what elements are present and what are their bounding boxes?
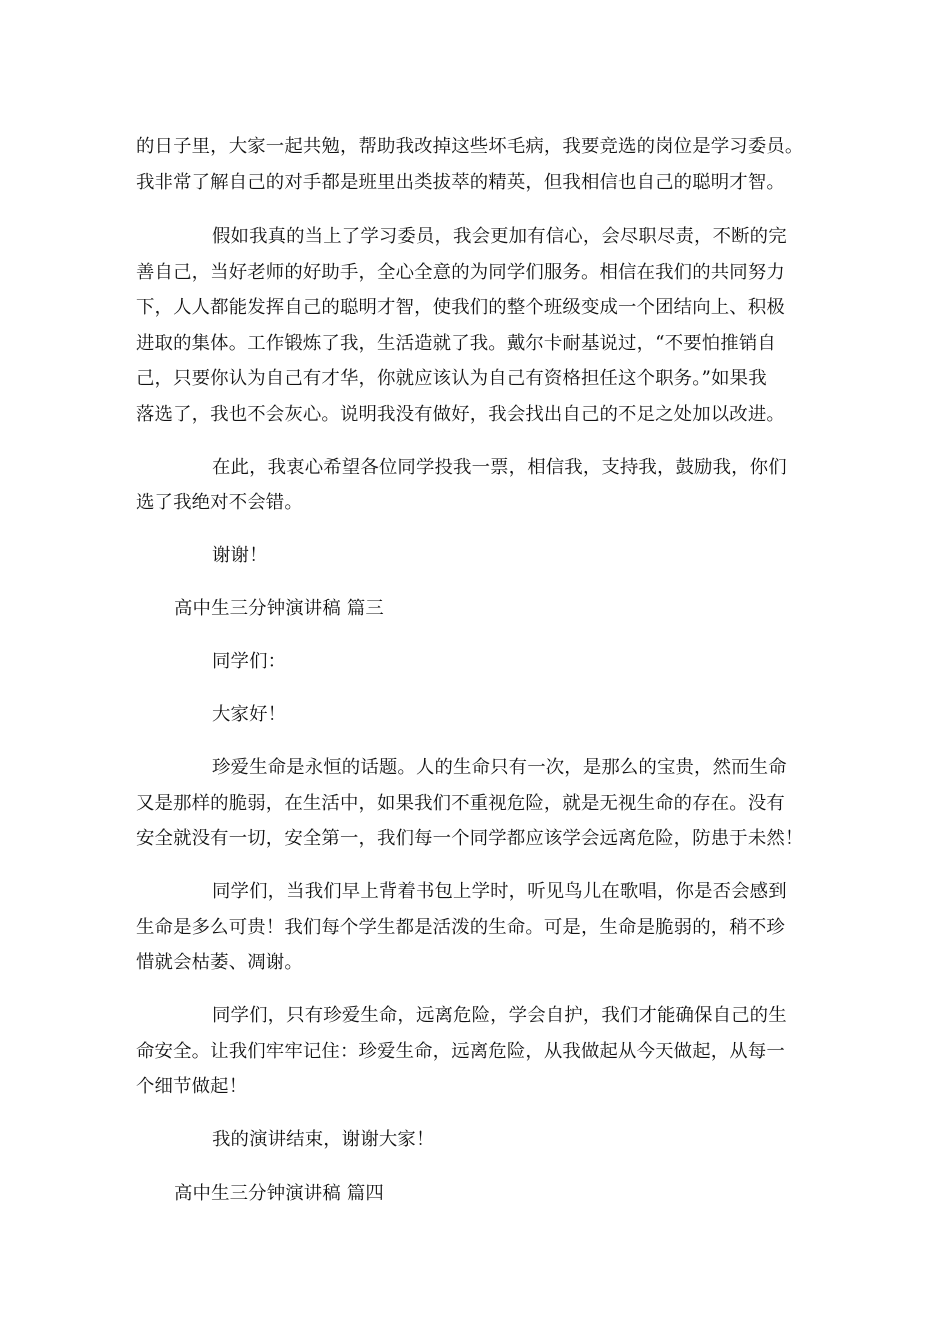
body-text-line: 在此，我衷心希望各位同学投我一票，相信我，支持我，鼓励我，你们 <box>212 457 787 478</box>
greeting: 大家好！ <box>212 704 287 725</box>
body-text-line: 安全就没有一切，安全第一，我们每一个同学都应该学会远离危险，防患于未然！ <box>136 828 804 849</box>
body-text-line: 的日子里，大家一起共勉，帮助我改掉这些坏毛病，我要竞选的岗位是学习委员。 <box>136 136 804 157</box>
body-text-line: 命安全。让我们牢牢记住：珍爱生命，远离危险，从我做起从今天做起，从每一 <box>136 1041 785 1062</box>
body-text-line: 谢谢！ <box>212 545 268 566</box>
body-text-line: 同学们，只有珍爱生命，远离危险，学会自护，我们才能确保自己的生 <box>212 1005 787 1026</box>
body-text-line: 珍爱生命是永恒的话题。人的生命只有一次，是那么的宝贵，然而生命 <box>212 757 787 778</box>
section-heading: 高中生三分钟演讲稿 篇四 <box>174 1183 384 1204</box>
body-text-line: 个细节做起！ <box>136 1076 248 1097</box>
body-text-line: 下，人人都能发挥自己的聪明才智，使我们的整个班级变成一个团结向上、积极 <box>136 297 785 318</box>
body-text-line: 落选了，我也不会灰心。说明我没有做好，我会找出自己的不足之处加以改进。 <box>136 404 785 425</box>
body-text-line: 同学们，当我们早上背着书包上学时，听见鸟儿在歌唱，你是否会感到 <box>212 881 787 902</box>
body-text-line: 假如我真的当上了学习委员，我会更加有信心，会尽职尽责，不断的完 <box>212 226 787 247</box>
body-text-line: 我非常了解自己的对手都是班里出类拔萃的精英，但我相信也自己的聪明才智。 <box>136 172 785 193</box>
body-text-line: 己，只要你认为自己有才华，你就应该认为自己有资格担任这个职务。”如果我 <box>136 368 767 389</box>
body-text-line: 惜就会枯萎、凋谢。 <box>136 952 303 973</box>
body-text-line: 善自己，当好老师的好助手，全心全意的为同学们服务。相信在我们的共同努力 <box>136 262 785 283</box>
body-text-line: 生命是多么可贵！我们每个学生都是活泼的生命。可是，生命是脆弱的，稍不珍 <box>136 917 785 938</box>
body-text-line: 又是那样的脆弱，在生活中，如果我们不重视危险，就是无视生命的存在。没有 <box>136 793 785 814</box>
closing-line: 我的演讲结束，谢谢大家！ <box>212 1129 435 1150</box>
salutation: 同学们： <box>212 651 287 672</box>
body-text-line: 进取的集体。工作锻炼了我，生活造就了我。戴尔卡耐基说过，“不要怕推销自 <box>136 333 776 354</box>
section-heading: 高中生三分钟演讲稿 篇三 <box>174 598 384 619</box>
body-text-line: 选了我绝对不会错。 <box>136 492 303 513</box>
